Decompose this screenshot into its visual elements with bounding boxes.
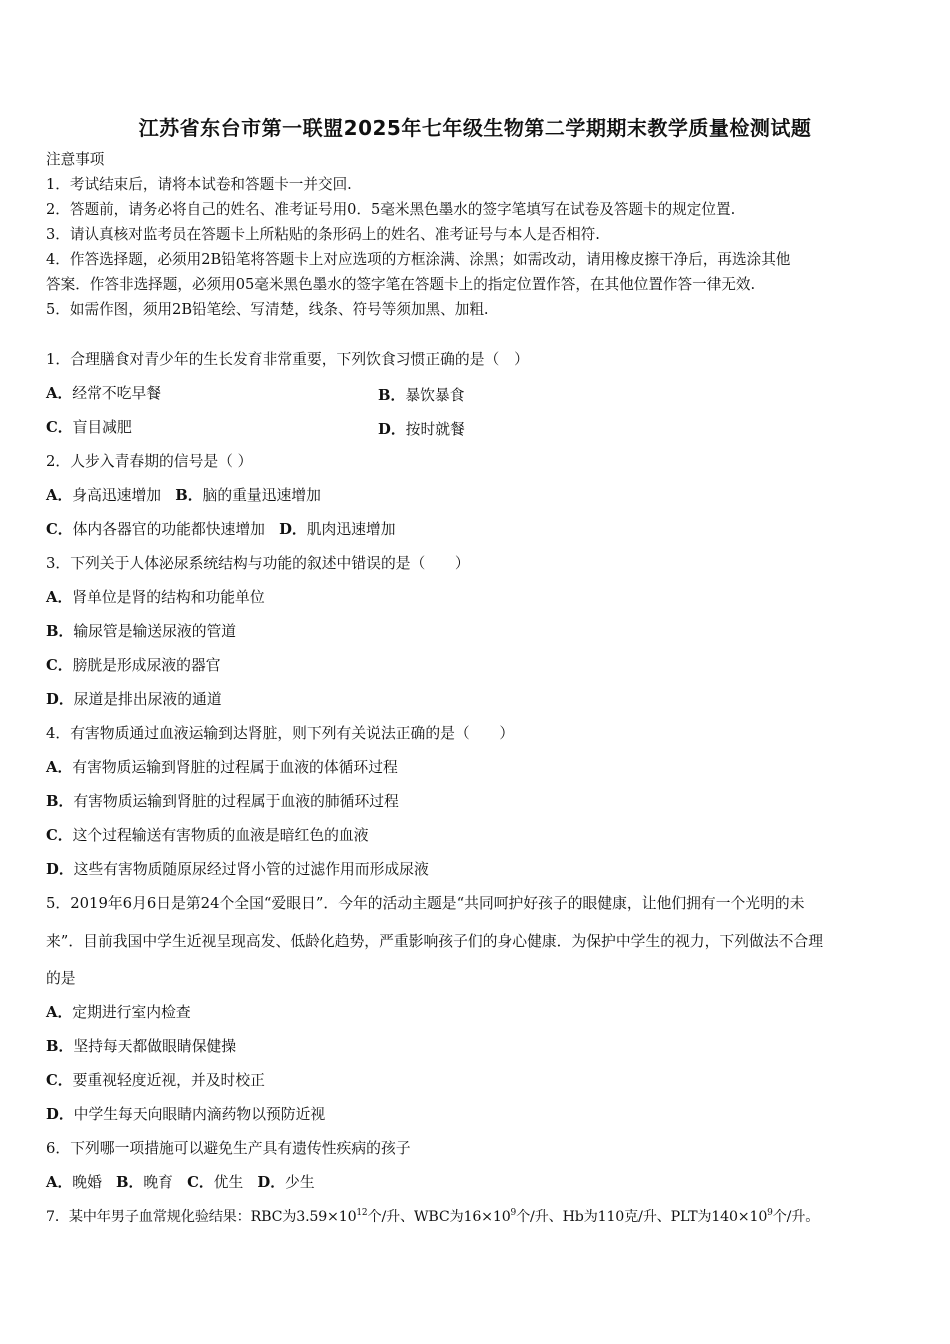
q7-exponent: 9	[510, 1208, 517, 1218]
question-4-option-a	[46, 758, 398, 778]
option-label: A．	[46, 1004, 73, 1021]
question-5-option-b	[46, 1037, 236, 1057]
question-1-option-d	[378, 418, 465, 439]
option-text: 膀胱是形成尿液的器官	[72, 657, 221, 674]
option-text: 盲目减肥	[72, 419, 132, 436]
option-text: 暴饮暴食	[405, 387, 465, 404]
option-label: A．	[46, 759, 73, 776]
question-1-option-b	[378, 384, 465, 405]
option-label: C．	[46, 1072, 73, 1089]
option-text: 尿道是排出尿液的通道	[73, 691, 222, 708]
option-text: 肌肉迅速增加	[306, 521, 396, 538]
option-label: B．	[46, 793, 74, 810]
question-5-stem-line-2: 来”．目前我国中学生近视呈现高发、低龄化趋势，严重影响孩子们的身心健康．为保护中学生的视力，下列做法不合理	[46, 933, 824, 950]
question-4-option-c	[46, 826, 369, 846]
question-2-options-cd	[46, 520, 396, 540]
option-text: 肾单位是肾的结构和功能单位	[72, 589, 265, 606]
option-text: 中学生每天向眼睛内滴药物以预防近视	[73, 1106, 326, 1123]
option-label: C．	[46, 657, 73, 674]
question-5-option-a	[46, 1003, 191, 1023]
option-label: C．	[187, 1174, 214, 1191]
question-7-stem	[46, 1207, 819, 1227]
option-text: 这个过程输送有害物质的血液是暗红色的血液	[72, 827, 369, 844]
option-text: 经常不吃早餐	[72, 385, 162, 402]
notice-item: 2．答题前，请务必将自己的姓名、准考证号用0．5毫米黑色墨水的签字笔填写在试卷及答题卡的规定位置.	[46, 201, 736, 218]
option-label: D．	[378, 421, 406, 438]
option-label: A．	[46, 385, 73, 402]
question-4-option-b	[46, 792, 399, 812]
question-3-option-c	[46, 656, 221, 676]
option-text: 坚持每天都做眼睛保健操	[73, 1038, 237, 1055]
question-4-stem: 4．有害物质通过血液运输到达肾脏，则下列有关说法正确的是（ ）	[46, 725, 515, 742]
option-label: D．	[46, 691, 74, 708]
option-text: 少生	[285, 1174, 315, 1191]
q7-exponent: 12	[356, 1208, 368, 1218]
question-5-stem-line-1: 5．2019年6月6日是第24个全国“爱眼日”．今年的活动主题是“共同呵护好孩子的眼健康，让他们拥有一个光明的未	[46, 895, 805, 912]
q7-exponent: 9	[767, 1208, 773, 1218]
option-text: 脑的重量迅速增加	[202, 487, 321, 504]
notice-item: 1．考试结束后，请将本试卷和答题卡一并交回.	[46, 176, 352, 193]
option-label: B．	[116, 1174, 144, 1191]
option-text: 有害物质运输到肾脏的过程属于血液的体循环过程	[72, 759, 398, 776]
option-label: C．	[46, 419, 73, 436]
option-label: B．	[378, 387, 406, 404]
option-label: C．	[46, 827, 73, 844]
option-text: 定期进行室内检查	[72, 1004, 191, 1021]
question-3-option-b	[46, 622, 236, 642]
option-label: A．	[46, 589, 73, 606]
option-text: 有害物质运输到肾脏的过程属于血液的肺循环过程	[73, 793, 399, 810]
option-label: B．	[46, 623, 74, 640]
question-3-stem: 3．下列关于人体泌尿系统结构与功能的叙述中错误的是（ ）	[46, 555, 470, 572]
option-text: 这些有害物质随原尿经过肾小管的过滤作用而形成尿液	[73, 861, 429, 878]
question-6-stem: 6．下列哪一项措施可以避免生产具有遗传性疾病的孩子	[46, 1140, 411, 1157]
option-label: D．	[46, 861, 74, 878]
option-text: 晚育	[143, 1174, 173, 1191]
question-3-option-a	[46, 588, 265, 608]
notice-item: 3．请认真核对监考员在答题卡上所粘贴的条形码上的姓名、准考证号与本人是否相符.	[46, 226, 600, 243]
q7-text: 个/升。	[772, 1209, 820, 1225]
notice-item: 答案．作答非选择题，必须用05毫米黑色墨水的签字笔在答题卡上的指定位置作答，在其他位置作答一律无效.	[46, 276, 756, 293]
question-3-option-d	[46, 690, 222, 710]
option-text: 要重视轻度近视，并及时校正	[72, 1072, 265, 1089]
q7-text: 个/升、WBC为16×10	[367, 1209, 511, 1225]
q7-text: 7．某中年男子血常规化验结果：RBC为3.59×10	[46, 1209, 357, 1225]
option-label: B．	[46, 1038, 74, 1055]
notice-item: 4．作答选择题，必须用2B铅笔将答题卡上对应选项的方框涂满、涂黑；如需改动，请用橡皮擦干净后，再选涂其他	[46, 251, 791, 268]
question-5-option-d	[46, 1105, 325, 1125]
option-label: C．	[46, 521, 73, 538]
question-2-stem: 2．人步入青春期的信号是（ ）	[46, 453, 253, 470]
option-label: A．	[46, 1174, 73, 1191]
option-label: B．	[175, 487, 203, 504]
question-1-option-c	[46, 418, 132, 438]
question-2-options-ab	[46, 486, 321, 506]
option-text: 晚婚	[72, 1174, 102, 1191]
page-title: 江苏省东台市第一联盟2025年七年级生物第二学期期末教学质量检测试题	[138, 116, 812, 140]
notice-heading: 注意事项	[46, 151, 105, 168]
option-label: D．	[257, 1174, 286, 1191]
question-1-option-a	[46, 384, 161, 404]
option-text: 体内各器官的功能都快速增加	[72, 521, 265, 538]
q7-text: 个/升、Hb为110克/升、PLT为140×10	[516, 1209, 768, 1225]
question-5-stem-line-3: 的是	[46, 970, 76, 987]
option-label: D．	[46, 1106, 74, 1123]
question-5-option-c	[46, 1071, 265, 1091]
question-1-stem: 1．合理膳食对青少年的生长发育非常重要，下列饮食习惯正确的是（ ）	[46, 351, 529, 368]
question-6-options	[46, 1173, 315, 1193]
question-4-option-d	[46, 860, 429, 880]
option-text: 优生	[213, 1174, 244, 1191]
option-text: 身高迅速增加	[72, 487, 162, 504]
option-label: D．	[279, 521, 307, 538]
option-text: 按时就餐	[405, 421, 465, 438]
notice-item: 5．如需作图，须用2B铅笔绘、写清楚，线条、符号等须加黑、加粗.	[46, 301, 489, 318]
option-text: 输尿管是输送尿液的管道	[73, 623, 237, 640]
option-label: A．	[46, 487, 73, 504]
